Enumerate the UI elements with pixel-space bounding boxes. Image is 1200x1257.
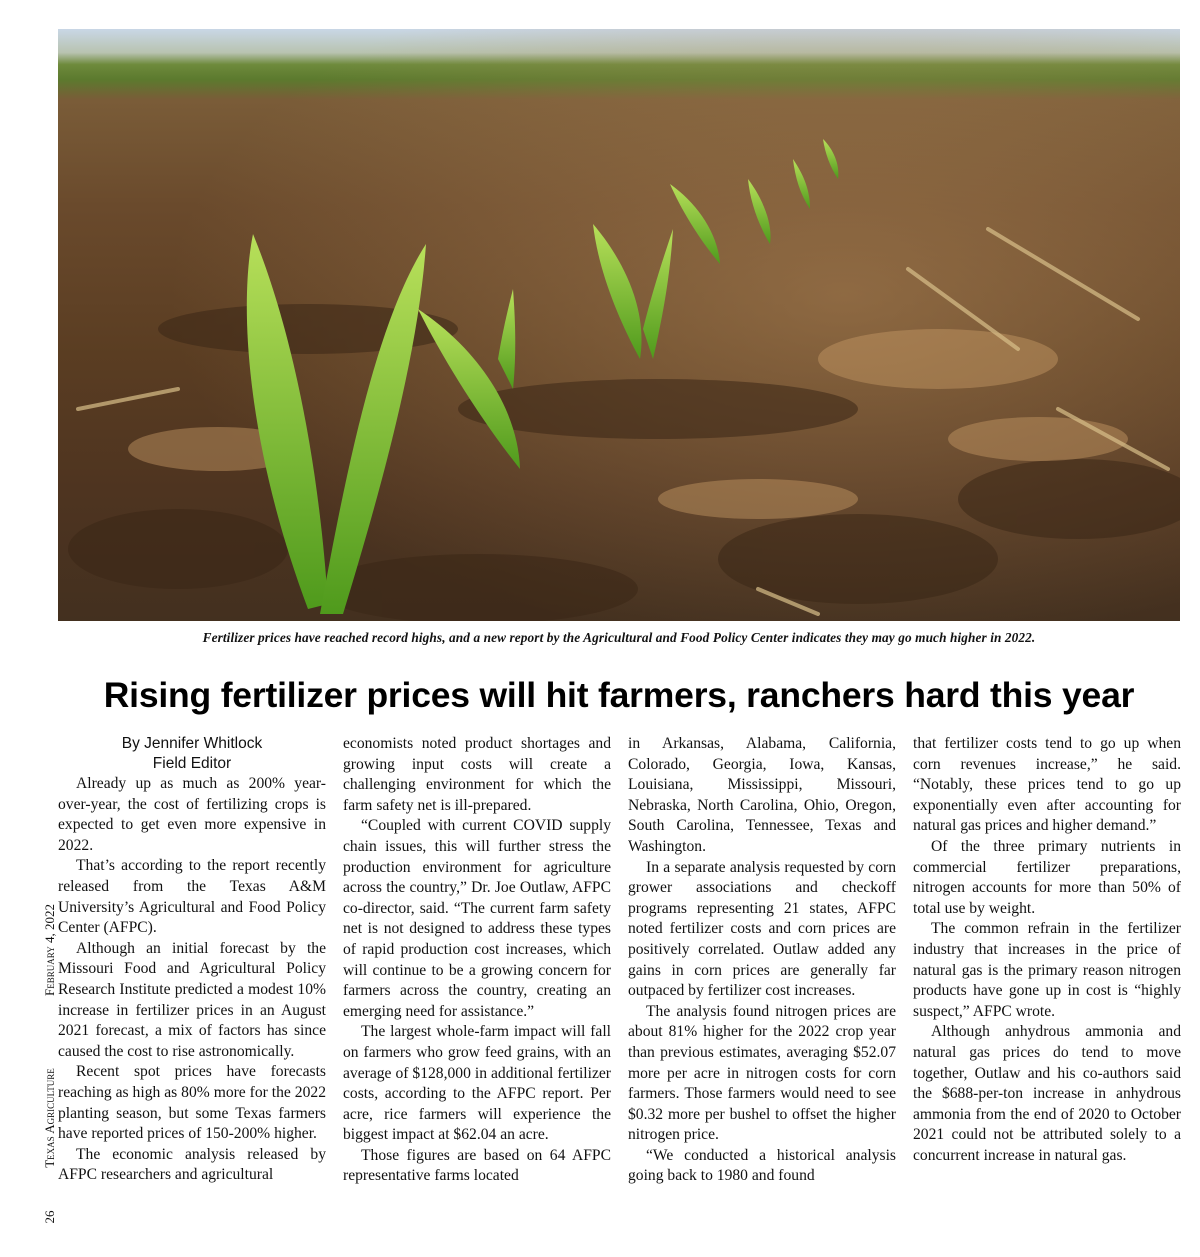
- paragraph: Those figures are based on 64 AFPC representative farms located: [343, 1146, 611, 1185]
- paragraph: Recent spot prices have forecasts reaching as high as 80% more for the 2022 planting season, but some Texas farmers have reported prices of 150-200% higher.: [58, 1063, 326, 1143]
- paragraph: that fertilizer costs tend to go up when corn revenues increase,” he said. “Notably, these prices tend to go up exponentially even after accounting for natural gas prices and higher demand.”: [913, 735, 1181, 835]
- paragraph: The largest whole-farm impact will fall on farmers who grow feed grains, with an average of $128,000 in additional fertilizer costs, according to the AFPC report. Per acre, rice farmers will experience the biggest impact at $62.04 an acre.: [343, 1023, 611, 1144]
- paragraph: Already up as much as 200% year-over-year, the cost of fertilizing crops is expected to get even more expensive in 2022.: [58, 775, 326, 854]
- paragraph: “Coupled with current COVID supply chain issues, this will further stress the production environment for agriculture across the country,” Dr. Joe Outlaw, AFPC co-director, said. “The current farm safety net is not designed to address these types of rapid production cost increases, which will continue to be a growing concern for farmers across the country, creating an emerging need for assistance.”: [343, 817, 611, 1020]
- article-column-4: [913, 734, 1181, 1166]
- paragraph: “We conducted a historical analysis going back to 1980 and found: [628, 1146, 896, 1185]
- article-column-2: [343, 734, 611, 1187]
- paragraph: Of the three primary nutrients in commercial fertilizer preparations, nitrogen accounts for more than 50% of total use by weight.: [913, 837, 1181, 917]
- paragraph: The common refrain in the fertilizer industry that increases in the price of natural gas is the primary reason nitrogen products have gone up in cost is “highly suspect,” AFPC wrote.: [913, 920, 1181, 1020]
- issue-date: February 4, 2022: [42, 904, 57, 996]
- corn-seedlings-illustration: [58, 29, 1180, 621]
- paragraph: The economic analysis released by AFPC researchers and agricultural: [58, 1145, 326, 1184]
- paragraph: Although anhydrous ammonia and natural gas prices do tend to move together, Outlaw and his co-authors said the $688-per-ton increase in anhydrous ammonia from the end of 2020 to October 2021 could not be attributed solely to a concurrent increase in natural gas.: [913, 1023, 1181, 1164]
- page-number: 26: [42, 1210, 57, 1224]
- paragraph: Although an initial forecast by the Missouri Food and Agricultural Policy Research Institute predicted a modest 10% increase in fertilizer prices in an August 2021 forecast, a mix of factors has since caused the cost to rise astronomically.: [58, 939, 326, 1060]
- byline-role: Field Editor: [152, 755, 232, 772]
- photo-caption: Fertilizer prices have reached record highs, and a new report by the Agricultural and Food Policy Center indicates they may go much higher in 2022.: [202, 630, 1036, 645]
- paragraph: In a separate analysis requested by corn grower associations and checkoff programs representing 21 states, AFPC noted fertilizer costs and corn prices are positively correlated. Outlaw added any gains in corn prices are generally far outpaced by fertilizer cost increases.: [628, 858, 896, 1000]
- paragraph: in Arkansas, Alabama, California, Colorado, Georgia, Iowa, Kansas, Louisiana, Mississippi, Missouri, Nebraska, North Carolina, Ohio, Oregon, South Carolina, Tennessee, Texas and Washington.: [628, 735, 896, 855]
- article-photo: [58, 29, 1180, 621]
- publication-name: Texas Agriculture: [42, 1067, 57, 1168]
- article-column-3: [628, 734, 896, 1187]
- paragraph: That’s according to the report recently released from the Texas A&M University’s Agricultural and Food Policy Center (AFPC).: [58, 857, 326, 937]
- paragraph: economists noted product shortages and growing input costs will create a challenging environment for which the farm safety net is ill-prepared.: [343, 735, 611, 814]
- article-headline: Rising fertilizer prices will hit farmers, ranchers hard this year: [103, 675, 1135, 715]
- article-column-1: [58, 734, 326, 1186]
- paragraph: The analysis found nitrogen prices are about 81% higher for the 2022 crop year than previous estimates, averaging $52.07 more per acre in nitrogen costs for corn farmers. Those farmers would need to see $0.32 more per bushel to offset the higher nitrogen price.: [628, 1002, 896, 1144]
- byline-author: By Jennifer Whitlock: [121, 735, 263, 752]
- page-sidebar: [40, 880, 60, 1230]
